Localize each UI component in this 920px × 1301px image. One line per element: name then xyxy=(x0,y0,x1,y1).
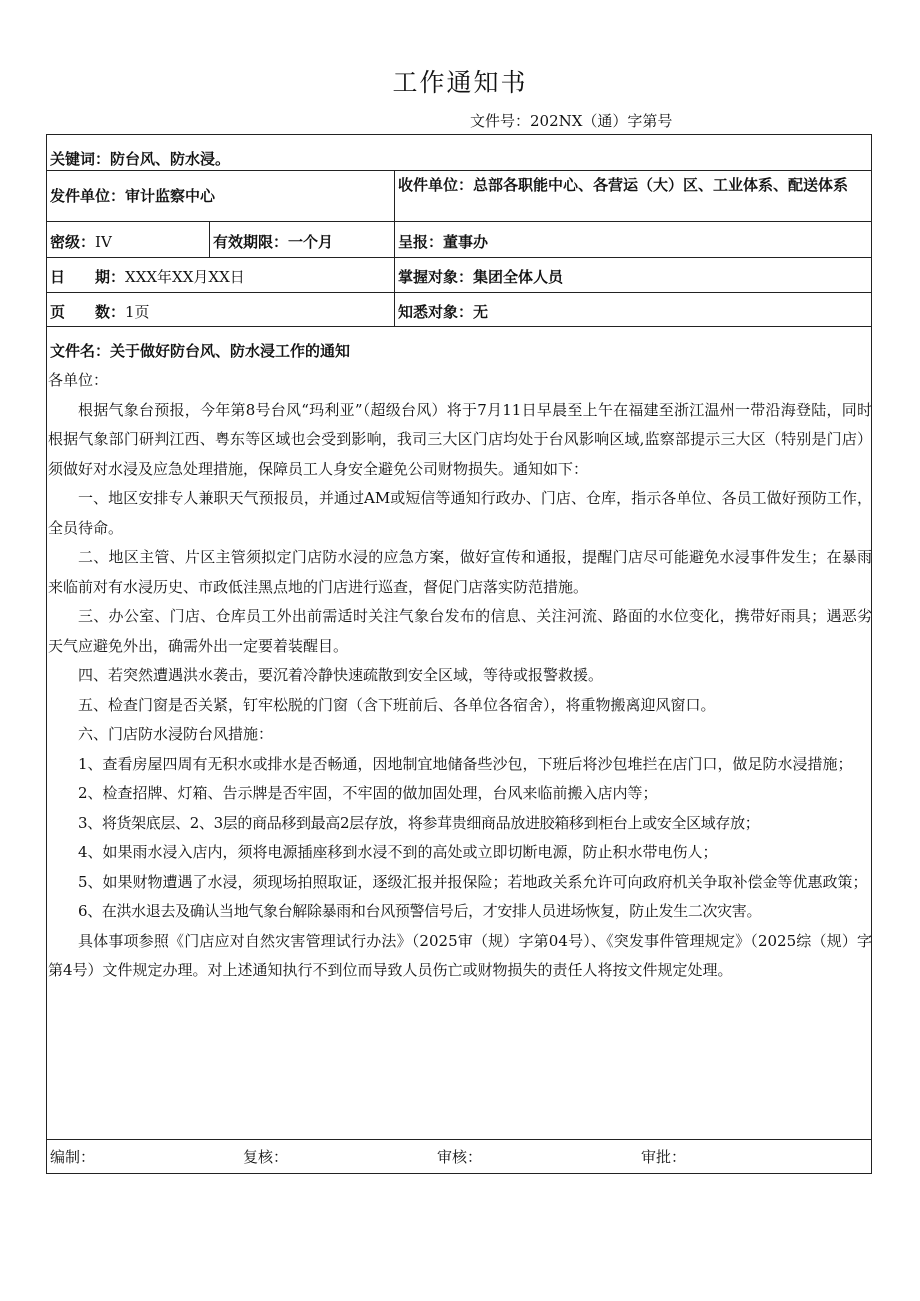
divider xyxy=(46,326,872,327)
master-label: 掌握对象： xyxy=(398,268,474,286)
date-value: XXX年XX月XX日 xyxy=(125,268,245,286)
document-number: 文件号：202NX（通）字第号 xyxy=(470,112,673,130)
sub-item-4: 4、如果雨水浸入店内，须将电源插座移到水浸不到的高处或立即切断电源，防止积水带电伤人； xyxy=(78,843,718,861)
secret-field xyxy=(50,231,112,253)
date-label: 日 期： xyxy=(50,268,126,286)
divider xyxy=(46,257,872,258)
item-5: 五、检查门窗是否关紧，钉牢松脱的门窗（含下班前后、各单位各宿舍），将重物搬离迎风窗口。 xyxy=(78,695,716,714)
item-4: 四、若突然遭遇洪水袭击，要沉着冷静快速疏散到安全区域，等待或报警救援。 xyxy=(78,666,604,684)
document-title: 工作通知书 xyxy=(392,68,528,97)
aware-value: 无 xyxy=(473,303,489,321)
closing-paragraph: 具体事项参照《门店应对自然灾害管理试行办法》（2025审（规）字第04号）、《突发事件管理规定》（2025综（规）字第4号）文件规定办理。对上述通知执行不到位而导致人员伤亡或财物损失的责任人将按文件规定处理。 xyxy=(48,931,872,979)
keywords-row xyxy=(50,148,230,170)
filename-field xyxy=(50,340,350,362)
report-field xyxy=(398,231,488,253)
filename-label: 文件名： xyxy=(50,342,111,360)
sub-item-3: 3、将货架底层、2、3层的商品移到最高2层存放，将参茸贵细商品放进胶箱移到柜台上或安全区域存放； xyxy=(78,813,760,832)
divider xyxy=(46,292,872,293)
sub-item-1: 1、查看房屋四周有无积水或排水是否畅通，因地制宜地储备些沙包，下班后将沙包堆拦在店门口，做足防水浸措施； xyxy=(78,754,853,773)
pages-value: 1页 xyxy=(125,303,150,321)
sub-item-2: 2、检查招牌、灯箱、告示牌是否牢固，不牢固的做加固处理，台风来临前搬入店内等； xyxy=(78,784,658,802)
sender-label: 发件单位： xyxy=(50,187,126,205)
sender-value: 审计监察中心 xyxy=(125,187,216,205)
item-2: 二、地区主管、片区主管须拟定门店防水浸的应急方案，做好宣传和通报，提醒门店尽可能避免水浸事件发生；在暴雨来临前对有水浸历史、市政低洼黑点地的门店进行巡查，督促门店落实防范措施。 xyxy=(48,548,872,596)
audit-signature: 审核： xyxy=(437,1148,483,1166)
pages-field xyxy=(50,301,150,323)
recipient-value: 总部各职能中心、各营运（大）区、工业体系、配送体系 xyxy=(473,176,849,194)
validity-field xyxy=(213,231,333,253)
secret-value: IV xyxy=(95,233,112,251)
divider xyxy=(46,221,872,222)
sender-field xyxy=(50,185,215,207)
sub-item-5: 5、如果财物遭遇了水浸，须现场拍照取证，逐级汇报并报保险；若地政关系允许可向政府机关争取补偿金等优惠政策； xyxy=(78,872,868,891)
report-value: 董事办 xyxy=(443,233,489,251)
salutation: 各单位： xyxy=(48,371,109,389)
item-1: 一、地区安排专人兼职天气预报员，并通过AM或短信等通知行政办、门店、仓库，指示各单位、各员工做好预防工作，全员待命。 xyxy=(48,489,872,537)
aware-label: 知悉对象： xyxy=(398,303,474,321)
keywords-label: 关键词： xyxy=(50,150,111,168)
sub-item-6: 6、在洪水退去及确认当地气象台解除暴雨和台风预警信号后，才安排人员进场恢复，防止发生二次灾害。 xyxy=(78,902,762,920)
aware-field xyxy=(398,301,488,323)
review-signature: 复核： xyxy=(243,1148,289,1166)
approve-signature: 审批： xyxy=(641,1148,687,1166)
date-field xyxy=(50,266,245,288)
master-value: 集团全体人员 xyxy=(473,268,564,286)
intro-paragraph: 根据气象台预报，今年第8号台风“玛利亚”（超级台风）将于7月11日早晨至上午在福建至浙江温州一带沿海登陆，同时根据气象部门研判江西、粤东等区域也会受到影响，我司三大区门店均处于台风影响区域,监察部提示三大区（特别是门店）须做好对水浸及应急处理措施，保障员工人身安全避免公司财物损失。通知如下： xyxy=(48,400,872,478)
recipient-label: 收件单位： xyxy=(398,176,474,194)
compile-signature: 编制： xyxy=(50,1148,96,1166)
validity-label: 有效期限： xyxy=(213,233,289,251)
divider xyxy=(209,221,210,257)
recipient-field xyxy=(398,174,868,196)
divider xyxy=(46,1139,872,1140)
report-label: 呈报： xyxy=(398,233,444,251)
divider xyxy=(394,170,395,326)
divider xyxy=(46,170,872,171)
validity-value: 一个月 xyxy=(288,233,334,251)
filename-value: 关于做好防台风、防水浸工作的通知 xyxy=(110,342,351,360)
item-3: 三、办公室、门店、仓库员工外出前需适时关注气象台发布的信息、关注河流、路面的水位变化，携带好雨具；遇恶劣天气应避免外出，确需外出一定要着装醒目。 xyxy=(48,607,872,655)
secret-label: 密级： xyxy=(50,233,96,251)
keywords-value: 防台风、防水浸。 xyxy=(110,150,231,168)
pages-label: 页 数： xyxy=(50,303,126,321)
item-6: 六、门店防水浸防台风措施： xyxy=(78,725,274,743)
notice-body xyxy=(48,366,872,986)
master-field xyxy=(398,266,563,288)
